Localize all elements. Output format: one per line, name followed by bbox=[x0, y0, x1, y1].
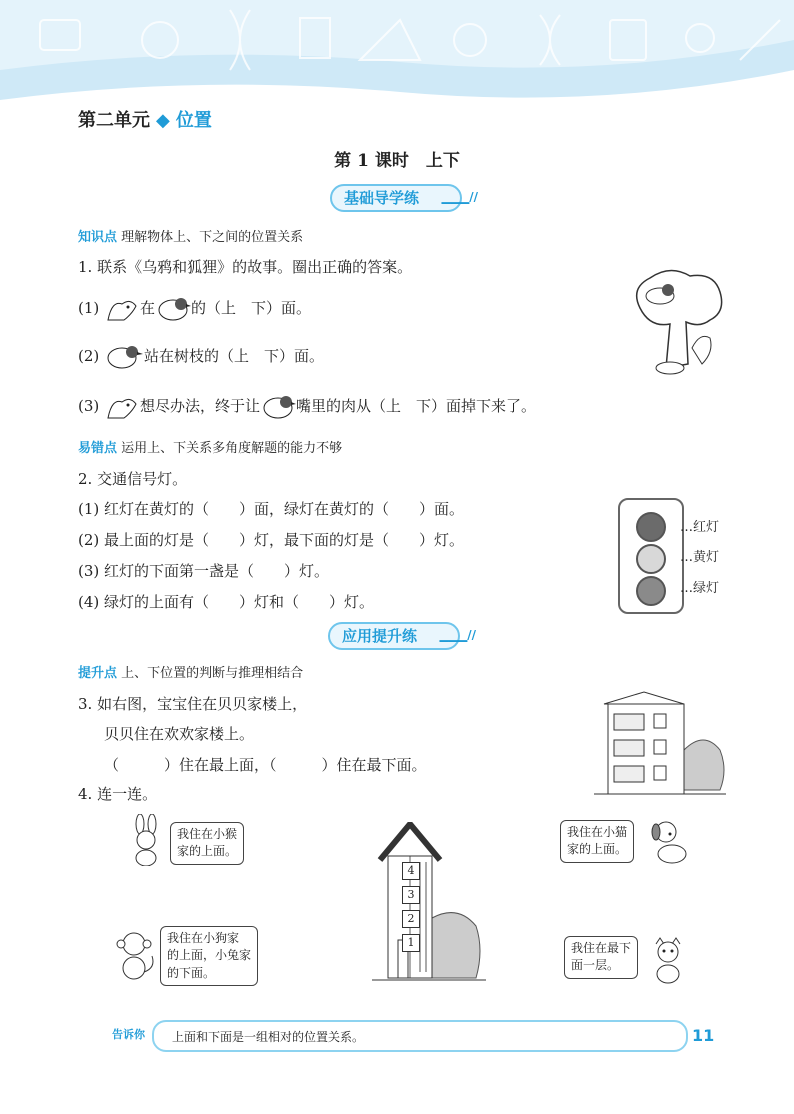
apartment-illustration bbox=[594, 690, 726, 800]
improve-text: 上、下位置的判断与推理相结合 bbox=[121, 666, 304, 681]
section-title: 应用提升练 bbox=[342, 627, 418, 645]
q2-line-3: (3) 红灯的下面第一盏是（ ）灯。 bbox=[78, 562, 330, 580]
diamond-icon: ◆ bbox=[156, 110, 170, 131]
mistake-tag: 易错点 bbox=[78, 441, 118, 456]
tip-text: 上面和下面是一组相对的位置关系。 bbox=[172, 1030, 365, 1044]
q1-p3-b: 嘴里的肉从（上 下）面掉下来了。 bbox=[296, 397, 537, 415]
header-banner bbox=[0, 0, 794, 105]
bubble-dog: 我住在小猫 家的上面。 bbox=[560, 820, 634, 863]
q1-p1-a: 在 bbox=[140, 299, 156, 317]
crow-icon bbox=[155, 294, 191, 324]
building-illustration bbox=[372, 822, 486, 984]
tell-label: 告诉你 bbox=[112, 1028, 145, 1041]
mistake-point bbox=[78, 437, 342, 456]
q1-p2-num: (2) bbox=[78, 347, 100, 365]
q1-part2 bbox=[78, 342, 324, 372]
green-lamp bbox=[636, 576, 666, 606]
q1-p1-num: (1) bbox=[78, 299, 100, 317]
bubble-rabbit: 我住在小猴 家的上面。 bbox=[170, 822, 244, 865]
q2-line-4: (4) 绿灯的上面有（ ）灯和（ ）灯。 bbox=[78, 593, 375, 611]
mistake-text: 运用上、下关系多角度解题的能力不够 bbox=[121, 441, 343, 456]
traffic-light bbox=[618, 498, 684, 614]
q3-line-1: 3. 如右图，宝宝住在贝贝家楼上， bbox=[78, 695, 308, 713]
section-header-apply bbox=[328, 622, 478, 648]
monkey-icon bbox=[110, 928, 158, 982]
knowledge-point bbox=[78, 226, 303, 245]
label-yellow: …黄灯 bbox=[680, 550, 720, 565]
fox-icon bbox=[104, 392, 140, 422]
lesson-title: 第 1 课时 上下 bbox=[334, 151, 460, 171]
yellow-lamp bbox=[636, 544, 666, 574]
q1-p1-b: 的（上 下）面。 bbox=[191, 299, 312, 317]
q1-p3-a: 想尽办法，终于让 bbox=[140, 397, 261, 415]
cat-icon bbox=[648, 936, 688, 984]
page-number: 11 bbox=[692, 1026, 715, 1045]
bubble-cat: 我住在最下 面一层。 bbox=[564, 936, 638, 979]
q2-line-2: (2) 最上面的灯是（ ）灯，最下面的灯是（ ）灯。 bbox=[78, 531, 465, 549]
rabbit-icon bbox=[124, 814, 168, 866]
dog-icon bbox=[646, 818, 692, 866]
section-bars-icon: ▁▁▁// bbox=[441, 190, 478, 204]
q1-p3-num: (3) bbox=[78, 397, 100, 415]
floor-3: 3 bbox=[402, 886, 420, 904]
q1-part3 bbox=[78, 392, 536, 422]
q1-stem: 1. 联系《乌鸦和狐狸》的故事。圈出正确的答案。 bbox=[78, 258, 413, 276]
unit-heading bbox=[78, 106, 212, 132]
section-title: 基础导学练 bbox=[344, 189, 420, 207]
q1-part1 bbox=[78, 294, 311, 324]
q2-stem: 2. 交通信号灯。 bbox=[78, 470, 188, 488]
section-header-basic bbox=[330, 184, 480, 210]
knowledge-tag: 知识点 bbox=[78, 230, 118, 245]
floor-4: 4 bbox=[402, 862, 420, 880]
q3-line-3: （ ）住在最上面，（ ）住在最下面。 bbox=[104, 756, 427, 774]
tip-box bbox=[152, 1020, 688, 1052]
q2-line-1: (1) 红灯在黄灯的（ ）面，绿灯在黄灯的（ ）面。 bbox=[78, 500, 465, 518]
label-red: …红灯 bbox=[680, 520, 720, 535]
knowledge-text: 理解物体上、下之间的位置关系 bbox=[121, 230, 304, 245]
crow-icon bbox=[260, 392, 296, 422]
label-green: …绿灯 bbox=[680, 581, 720, 596]
crow-icon bbox=[104, 342, 144, 372]
unit-title: 位置 bbox=[175, 110, 212, 131]
floor-2: 2 bbox=[402, 910, 420, 928]
q4-stem: 4. 连一连。 bbox=[78, 785, 158, 803]
red-lamp bbox=[636, 512, 666, 542]
improve-point bbox=[78, 662, 303, 681]
fox-icon bbox=[104, 294, 140, 324]
section-bars-icon: ▁▁▁// bbox=[439, 628, 476, 642]
q3-line-2: 贝贝住在欢欢家楼上。 bbox=[104, 725, 255, 743]
bubble-monkey: 我住在小狗家 的上面，小兔家 的下面。 bbox=[160, 926, 258, 986]
q1-p2-a: 站在树枝的（上 下）面。 bbox=[144, 347, 325, 365]
unit-label: 第二单元 bbox=[78, 110, 150, 131]
floor-1: 1 bbox=[402, 934, 420, 952]
improve-tag: 提升点 bbox=[78, 666, 118, 681]
tree-crow-fox-illustration bbox=[630, 268, 726, 378]
